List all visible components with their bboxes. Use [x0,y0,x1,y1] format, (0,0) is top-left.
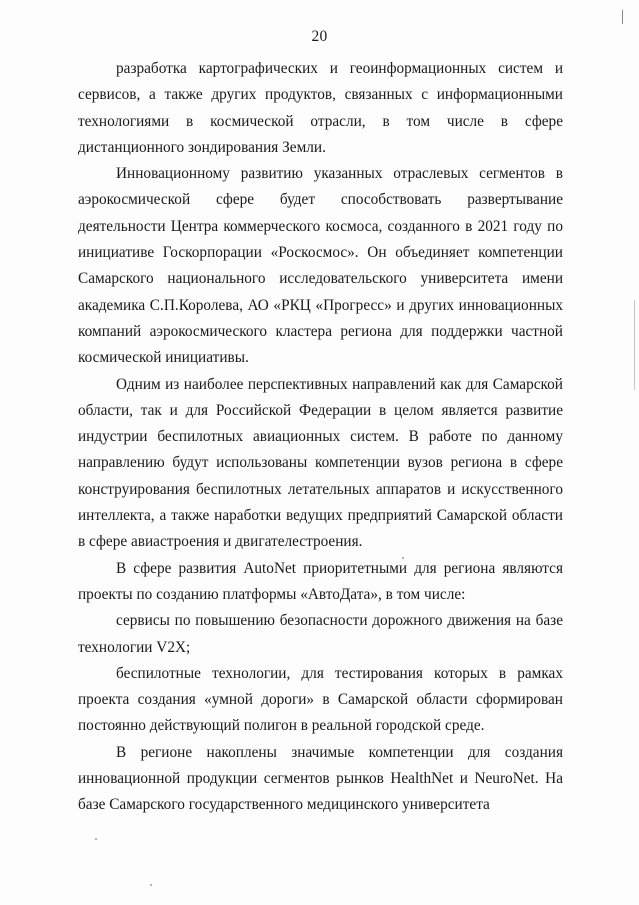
page-number: 20 [311,28,328,45]
paragraph-autonet-intro: В сфере развития AutoNet приоритетными для региона являются проекты по созданию платформы «АвтоДата», в том числе: [78,559,563,603]
paragraph-unmanned-aviation: Одним из наиболее перспективных направлений как для Самарской области, так и для Российской Федерации в целом является развитие индустрии беспилотных авиационных систем. В работе по данному направлению будут использованы компетенции вузов региона в сфере конструирования беспилотных летательных аппаратов и искусственного интеллекта, а также наработки ведущих предприятий Самарской области в сфере авиастроения и двигателестроения. [78,375,563,551]
list-item-unmanned-technologies: беспилотные технологии, для тестирования которых в рамках проекта создания «умной дороги» в Самарской области сформирован постоянно действующий полигон в реальной городской среде. [78,664,563,735]
document-body [78,56,563,819]
paragraph-commercial-space-center: Инновационному развитию указанных отраслевых сегментов в аэрокосмической сфере будет способствовать развертывание деятельности Центра коммерческого космоса, созданного в 2021 году по инициативе Госкорпорации «Роскосмос». Он объединяет компетенции Самарского национального исследовательского университета имени академика С.П.Королева, АО «РКЦ «Прогресс» и других инновационных компаний аэрокосмического кластера региона для поддержки частной космической инициативы. [78,165,563,367]
scan-edge-mark-right [634,300,635,390]
scan-speck [150,884,152,886]
scan-edge-mark-top-right [622,10,623,24]
list-item-v2x-services: сервисы по повышению безопасности дорожного движения на базе технологии V2X; [78,612,563,656]
paragraph-cartography-continuation: разработка картографических и геоинформационных систем и сервисов, а также других продуктов, связанных с информационными технологиями в космической отрасли, в том числе в сфере дистанционного зондирования Земли. [78,60,563,156]
scan-speck [402,557,404,559]
paragraph-healthnet-neuronet: В регионе накоплены значимые компетенции для создания инновационной продукции сегментов рынков HealthNet и NeuroNet. На базе Самарского государственного медицинского университета [78,743,563,814]
scan-speck [95,838,97,840]
